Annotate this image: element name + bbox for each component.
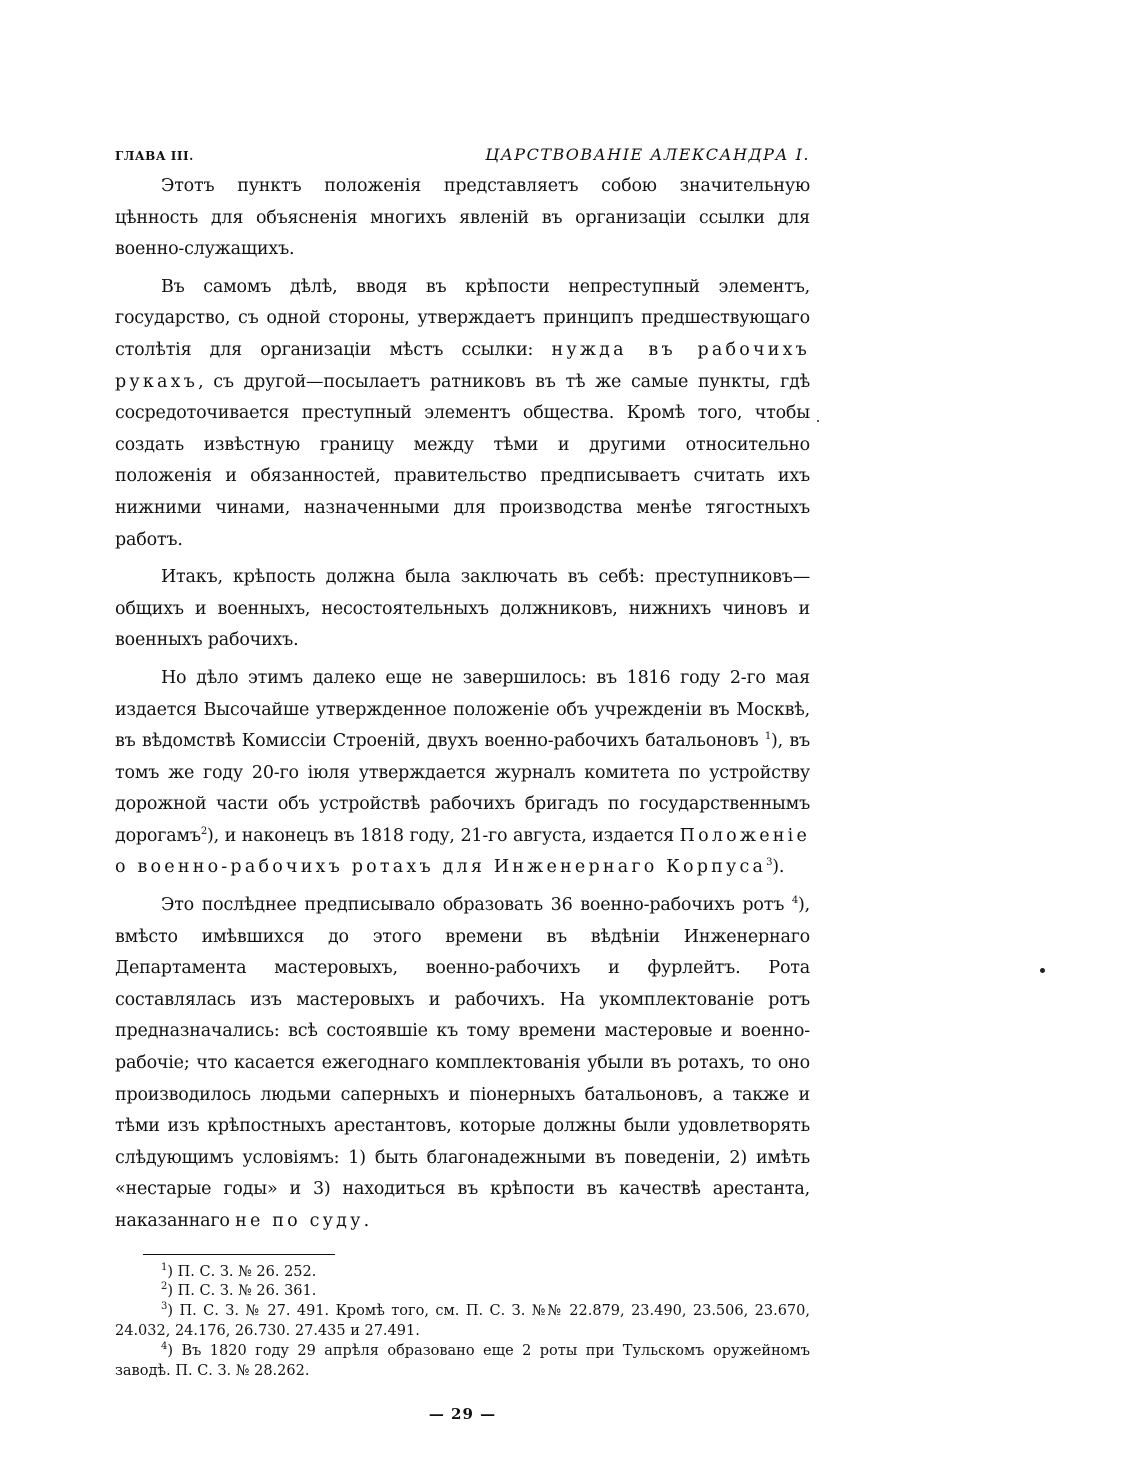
paragraph-text: Этотъ пунктъ положенія представляетъ собою значительную цѣнность для объясненія многихъ явленій въ организаціи ссылки для военно-служащихъ. <box>115 176 810 260</box>
footnotes <box>115 1263 810 1382</box>
footnote <box>115 1282 810 1302</box>
paragraph-text: Это послѣднее предписывало образовать 36 военно-рабочихъ ротъ <box>161 895 792 916</box>
footnote-text: ) Въ 1820 году 29 апрѣля образовано еще 2 роты при Тульскомъ оружейномъ заводѣ. П. С. З. № 28.262. <box>115 1342 810 1379</box>
footnote-text: ) П. С. З. № 26. 361. <box>167 1283 317 1300</box>
footnote-mark: 2 <box>161 1281 168 1293</box>
chapter-title: ЦАРСТВОВАНІЕ АЛЕКСАНДРА I. <box>485 145 810 164</box>
paragraph <box>115 890 810 1238</box>
footnote-divider <box>143 1254 335 1255</box>
footnote <box>115 1263 810 1283</box>
footnote-ref: 1 <box>764 731 772 743</box>
paragraph-text: Но дѣло этимъ далеко еще не завершилось: въ 1816 году 2-го мая издается Высочайше утвержденное положеніе объ учрежденіи въ Москвѣ, въ вѣдомствѣ Комиссіи Строеній, двухъ военно-рабочихъ батальоновъ <box>115 667 810 752</box>
paragraph-text: ), въ томъ же году 20-го іюля утверждается журналъ комитета по устройству дорожной части объ устройствѣ рабочихъ бригадъ по государственнымъ дорогамъ <box>115 731 810 846</box>
footnote <box>115 1302 810 1342</box>
paragraph-text: ). <box>772 857 785 878</box>
spaced-emphasis: Положеніе о военно-рабочихъ ротахъ для Инженернаго Корпуса <box>115 825 810 878</box>
chapter-label: ГЛАВА III. <box>115 149 194 163</box>
paragraph-text: . <box>363 1211 369 1231</box>
paragraph <box>115 171 810 266</box>
paragraph-text: Въ самомъ дѣлѣ, вводя въ крѣпости непреступный элементъ, государство, съ одной стороны, утверждаетъ принципъ предшествующаго столѣтія для организаціи мѣстъ ссылки: <box>115 276 810 360</box>
footnote-ref: 3 <box>766 857 773 869</box>
paragraph-text: , съ другой—посылаетъ ратниковъ въ тѣ же самые пункты, гдѣ сосредоточивается преступный элементъ общества. Кромѣ того, чтобы создать извѣстную границу между тѣми и другими относительно положенія и обязанностей, правительство предписываетъ считать ихъ нижними чинами, назначенными для производства менѣе тягостныхъ работъ. <box>115 371 810 550</box>
paragraph-text: ), вмѣсто имѣвшихся до этого времени въ вѣдѣніи Инженернаго Департамента мастеровыхъ, военно-рабочихъ и фурлейтъ. Рота составлялась изъ мастеровыхъ и рабочихъ. На укомплектованіе ротъ предназначались: всѣ состоявшіе къ тому времени мастеровые и военно-рабочіе; что касается ежегоднаго комплектованія убыли въ ротахъ, то оно производилось людьми саперныхъ и піонерныхъ батальоновъ, а также и тѣми изъ крѣпостныхъ арестантовъ, которые должны были удовлетворять слѣдующимъ условіямъ: 1) быть благонадежными въ поведеніи, 2) имѣть «нестарые годы» и 3) находиться въ крѣпости въ качествѣ арестанта, наказаннаго <box>115 895 810 1231</box>
footnote-mark: 4 <box>161 1340 168 1352</box>
footnote-ref: 2 <box>200 826 207 838</box>
scan-speck <box>817 420 819 422</box>
page-number: — 29 — <box>428 1405 497 1424</box>
paragraph-text: ), и наконецъ въ 1818 году, 21-го августа, издается <box>206 825 680 846</box>
footnote <box>115 1342 810 1382</box>
paragraph <box>115 663 810 884</box>
running-header <box>115 145 810 171</box>
footnote-mark: 1 <box>161 1261 168 1273</box>
footnote-text: ) П. С. З. № 27. 491. Кромѣ того, см. П. С. З. №№ 22.879, 23.490, 23.506, 23.670, 24.032, 24.176, 26.730. 27.435 и 27.491. <box>115 1303 810 1339</box>
footnote-mark: 3 <box>161 1301 168 1313</box>
spaced-emphasis: не по суду <box>235 1211 364 1231</box>
paragraph-text: Итакъ, крѣпость должна была заключать въ себѣ: преступниковъ—общихъ и военныхъ, несостоятельныхъ должниковъ, нижнихъ чиновъ и военныхъ рабочихъ. <box>115 567 810 651</box>
footnote-text: ) П. С. З. № 26. 252. <box>167 1263 317 1280</box>
spaced-emphasis: нужда въ рабочихъ рукахъ <box>115 339 810 392</box>
body-text <box>115 171 810 1238</box>
paragraph <box>115 562 810 657</box>
footnote-ref: 4 <box>791 895 798 907</box>
document-page <box>115 145 810 1423</box>
scan-speck <box>1040 968 1045 973</box>
paragraph <box>115 272 810 556</box>
